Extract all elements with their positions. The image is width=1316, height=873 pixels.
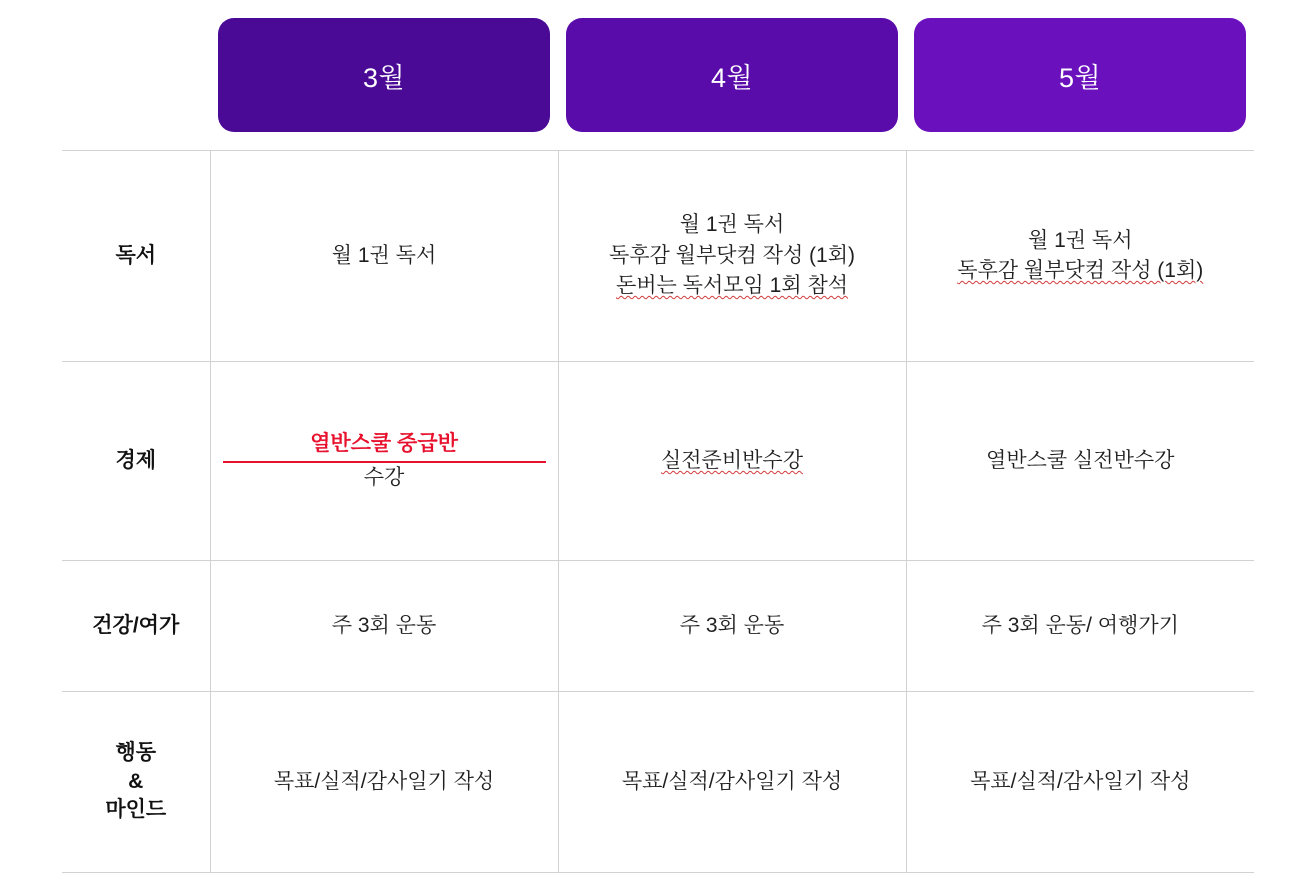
cell-action-march <box>210 692 558 873</box>
cell-line: 독후감 월부닷컴 작성 (1회) <box>608 243 856 267</box>
month-label-may: 5월 <box>1058 62 1102 93</box>
row-label-health <box>62 561 210 692</box>
cell-line: 수강 <box>363 465 405 489</box>
month-label-march: 3월 <box>362 62 406 93</box>
cell-health-april <box>558 561 906 692</box>
cell-health-march <box>210 561 558 692</box>
cell-line: 주 3회 운동/ 여행가기 <box>981 613 1179 637</box>
cell-health-may <box>906 561 1254 692</box>
cell-reading-april <box>558 151 906 362</box>
table-row <box>62 561 1254 692</box>
cell-line: 월 1권 독서 <box>679 213 785 237</box>
row-label-text: 건강/여가 <box>92 613 180 637</box>
cell-line: 월 1권 독서 <box>1028 228 1133 252</box>
table-row <box>62 692 1254 873</box>
row-label-economy <box>62 362 210 561</box>
cell-economy-march <box>210 362 558 561</box>
cell-line: 독후감 월부닷컴 작성 (1회) <box>957 259 1204 282</box>
month-pill-april <box>566 18 898 132</box>
table-row <box>62 362 1254 561</box>
cell-line: 주 3회 운동 <box>331 613 437 637</box>
cell-line: 목표/실적/감사일기 작성 <box>273 769 495 793</box>
corner-cell <box>62 18 210 151</box>
cell-line: 목표/실적/감사일기 작성 <box>621 769 843 793</box>
table-row <box>62 151 1254 362</box>
month-header-cell-1 <box>210 18 558 151</box>
cell-line: 월 1권 독서 <box>331 243 437 267</box>
row-label-text: 마인드 <box>105 798 167 822</box>
cell-reading-march <box>210 151 558 362</box>
month-header-cell-3 <box>906 18 1254 151</box>
row-label-text: 행동 <box>115 741 157 765</box>
month-pill-march <box>218 18 550 132</box>
corner-spacer <box>62 18 210 132</box>
month-pill-may <box>914 18 1246 132</box>
cell-economy-april <box>558 362 906 561</box>
cell-line: 돈버는 독서모임 1회 참석 <box>615 274 849 298</box>
month-header-row <box>62 18 1254 151</box>
month-header-cell-2 <box>558 18 906 151</box>
cell-line-highlighted: 열반스쿨 중급반 <box>223 429 546 462</box>
cell-line: 목표/실적/감사일기 작성 <box>970 769 1191 793</box>
row-label-text: 경제 <box>115 448 157 472</box>
quarterly-plan-table <box>62 18 1254 873</box>
cell-action-may <box>906 692 1254 873</box>
row-label-text: & <box>128 769 144 793</box>
cell-reading-may <box>906 151 1254 362</box>
table-header <box>62 18 1254 151</box>
cell-line: 실전준비반수강 <box>660 448 803 472</box>
cell-line: 주 3회 운동 <box>679 613 785 637</box>
cell-line: 열반스쿨 실전반수강 <box>986 448 1175 472</box>
month-label-april: 4월 <box>710 62 754 93</box>
row-label-reading <box>62 151 210 362</box>
row-label-text: 독서 <box>115 243 157 267</box>
cell-economy-may <box>906 362 1254 561</box>
row-label-action-mind <box>62 692 210 873</box>
cell-action-april <box>558 692 906 873</box>
table-body <box>62 151 1254 873</box>
